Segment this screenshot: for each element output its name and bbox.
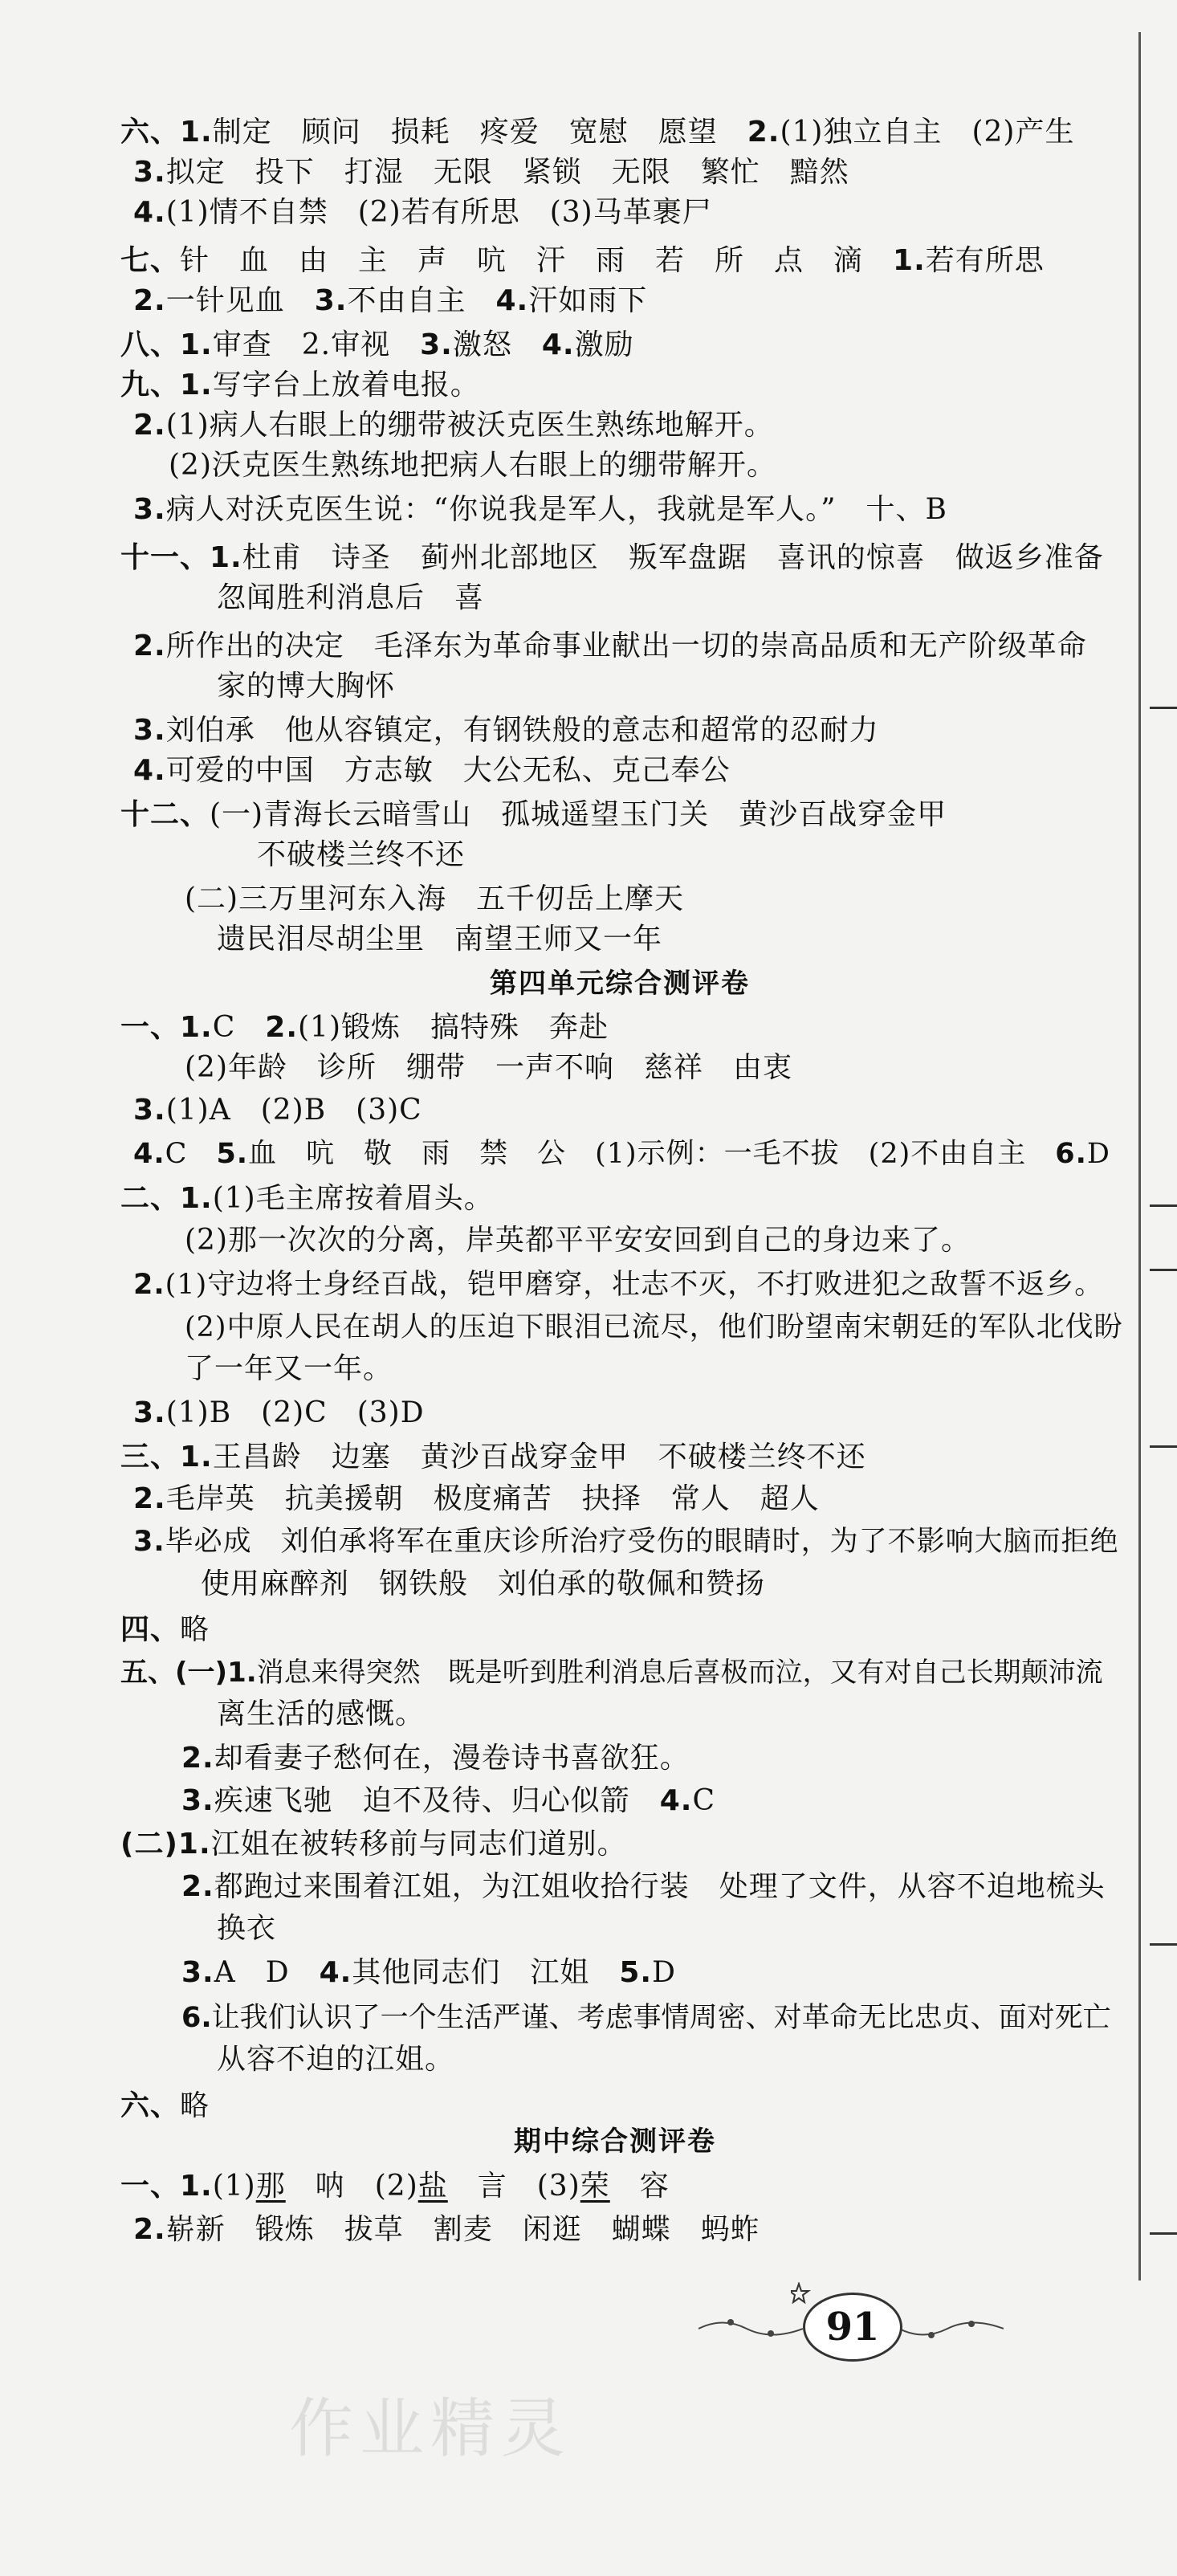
answer-text: 可爱的中国 方志敏 大公无私、克己奉公: [165, 754, 731, 787]
answer-line: [133, 2210, 760, 2250]
item-number: 2.: [181, 1742, 214, 1775]
item-number: 4.: [133, 196, 166, 229]
answer-line: [217, 578, 484, 618]
answer-text: 所作出的决定 毛泽东为革命事业献出一切的崇高品质和无产阶级革命: [165, 630, 1087, 662]
answer-line: [185, 1349, 393, 1389]
item-number: 4.: [541, 328, 575, 361]
item-number: 3.: [133, 493, 166, 526]
answer-line: [120, 365, 480, 406]
item-number: 一、1.: [120, 2170, 213, 2203]
item-number: 2.: [747, 116, 780, 149]
answer-line: [133, 626, 1087, 666]
item-number: 二、1.: [120, 1182, 213, 1215]
answer-text: 激励: [574, 328, 634, 361]
answer-line: [120, 112, 1074, 153]
item-number: 2.: [133, 1269, 165, 1301]
vine-decoration-left: [698, 2313, 803, 2345]
answer-text: 忽闻胜利消息后 喜: [217, 581, 485, 614]
answer-line: [217, 919, 662, 960]
answer-line: [133, 1090, 422, 1131]
answer-text: 了一年又一年。: [185, 1352, 393, 1385]
item-number: 3.: [420, 328, 453, 361]
answer-line: [133, 490, 947, 530]
answer-line: [185, 1307, 1123, 1347]
answer-line: [181, 1738, 690, 1779]
item-number: 2.: [133, 630, 166, 662]
answer-line: [120, 1824, 627, 1865]
answer-text: C: [212, 1011, 266, 1044]
answer-text: 审查 2.审视: [212, 328, 421, 361]
section-title-unit4: 第四单元综合测评卷: [490, 968, 750, 1000]
answer-line: [133, 1134, 1110, 1174]
item-number: 六、1.: [120, 116, 213, 149]
answer-text: 毛岸英 抗美援朝 极度痛苦 抉择 常人 超人: [165, 1482, 820, 1515]
answer-line: [133, 1479, 820, 1519]
answer-text: 使用麻醉剂 钢铁般 刘伯承的敬佩和赞扬: [201, 1567, 766, 1600]
answer-text: 家的博大胸怀: [217, 670, 396, 703]
answer-text: (1)锻炼 搞特殊 奔赴: [298, 1011, 609, 1044]
answer-line: [133, 711, 879, 751]
underlined-char: 盐: [417, 2170, 448, 2203]
answer-text: 制定 顾问 损耗 疼爱 宽慰 愿望: [212, 116, 747, 149]
answer-text: 崭新 锻炼 拔草 割麦 闲逛 蝴蝶 蚂蚱: [165, 2213, 760, 2246]
edge-fragment: [1150, 1204, 1177, 1207]
answer-line: [120, 1008, 609, 1048]
item-number: 5.: [619, 1956, 653, 1989]
answer-text: 离生活的感慨。: [217, 1698, 426, 1730]
item-number: 四、: [120, 1613, 181, 1646]
answer-line: [120, 538, 1104, 578]
item-number: 2.: [133, 409, 166, 442]
item-number: 2.: [133, 1482, 166, 1515]
item-number: 一、1.: [120, 1011, 213, 1044]
item-number: 3.: [314, 284, 348, 317]
item-number: 3.: [181, 1784, 214, 1817]
answer-text: 容: [609, 2170, 670, 2203]
vine-decoration-right: [899, 2313, 1004, 2345]
item-number: 6.: [181, 2002, 212, 2034]
answer-text: C: [692, 1784, 716, 1817]
answer-text: 针 血 由 主 声 吭 汗 雨 若 所 点 滴: [180, 244, 894, 277]
answer-text: D: [652, 1956, 676, 1989]
answer-line: [201, 1564, 765, 1604]
answer-line: [181, 1867, 1106, 1907]
item-number: 5.: [216, 1138, 249, 1170]
answer-text: 激怒: [452, 328, 542, 361]
item-number: 1.: [893, 244, 926, 277]
answer-line: [185, 1048, 792, 1088]
answer-text: 写字台上放着电报。: [212, 369, 480, 401]
page-number: 91: [825, 2305, 880, 2350]
answer-text: (2)那一次次的分离，岸英都平平安安回到自己的身边来了。: [185, 1224, 971, 1257]
item-number: 4.: [659, 1784, 693, 1817]
answer-text: (1)B (2)C (3)D: [165, 1396, 425, 1429]
item-number: 3.: [133, 156, 166, 189]
item-number: 十二、: [120, 798, 210, 831]
answer-line: [120, 1610, 210, 1650]
item-number: 2.: [133, 284, 166, 317]
answer-text: (1)毛主席按着眉头。: [212, 1182, 494, 1215]
answer-text: 换衣: [217, 1912, 277, 1945]
answer-text: 言 (3): [447, 2170, 580, 2203]
answer-line: [217, 666, 395, 707]
answer-text: 江姐在被转移前与同志们道别。: [210, 1828, 627, 1861]
item-number: 2.: [265, 1011, 299, 1044]
answer-line: [217, 1694, 425, 1734]
item-number: 4.: [495, 284, 529, 317]
answer-line: [133, 1393, 425, 1433]
answer-text: 不破楼兰终不还: [257, 838, 466, 871]
answer-text: D: [1086, 1138, 1110, 1170]
answer-line: [133, 153, 849, 193]
answer-line: [120, 1437, 866, 1478]
item-number: 6.: [1055, 1138, 1087, 1170]
answer-line: [257, 835, 465, 875]
answer-line: [120, 2086, 210, 2126]
answer-text: 略: [180, 2089, 210, 2122]
answer-text: 一针见血: [165, 284, 315, 317]
answer-text: (1)守边将士身经百战，铠甲磨穿，壮志不灭，不打败进犯之敌誓不返乡。: [165, 1269, 1104, 1301]
answer-line: [185, 1221, 971, 1261]
answer-line: [169, 446, 776, 486]
answer-line: [120, 1653, 1103, 1693]
item-number: 3.: [133, 1094, 166, 1127]
answer-text: C: [165, 1138, 217, 1170]
answer-line: [181, 1998, 1111, 2038]
answer-text: 杜甫 诗圣 蓟州北部地区 叛军盘踞 喜讯的惊喜 做返乡准备: [242, 541, 1104, 574]
answer-line: [133, 1265, 1103, 1305]
answer-line: [181, 1953, 676, 1993]
answer-text: 刘伯承 他从容镇定，有钢铁般的意志和超常的忍耐力: [165, 714, 879, 747]
item-number: 3.: [133, 1396, 166, 1429]
answer-text: 略: [180, 1613, 210, 1646]
edge-fragment: [1150, 1943, 1177, 1946]
answer-text: 汗如雨下: [528, 284, 648, 317]
answer-text: 都跑过来围着江姐，为江姐收拾行装 处理了文件，从容不迫地梳头: [214, 1870, 1106, 1903]
answer-text: 却看妻子愁何在，漫卷诗书喜欲狂。: [214, 1742, 690, 1775]
answer-text: 呐 (2): [285, 2170, 418, 2203]
answer-text: (2)年龄 诊所 绷带 一声不响 慈祥 由衷: [185, 1051, 792, 1084]
answer-text: (2)中原人民在胡人的压迫下眼泪已流尽，他们盼望南宋朝廷的军队北伐盼: [185, 1311, 1123, 1343]
answer-line: [120, 241, 1045, 281]
answer-line: [133, 1522, 1119, 1562]
answer-text: (2)沃克医生熟练地把病人右眼上的绷带解开。: [169, 449, 776, 482]
answer-line: [120, 1179, 494, 1219]
answer-line: [120, 795, 947, 835]
answer-line: [120, 325, 634, 365]
answer-text: 不由自主: [347, 284, 496, 317]
item-number: 2.: [133, 2213, 166, 2246]
edge-fragment: [1150, 707, 1177, 709]
answer-text: 消息来得突然 既是听到胜利消息后喜极而泣，又有对自己长期颠沛流: [256, 1657, 1103, 1689]
answer-text: 血 吭 敬 雨 禁 公 (1)示例：一毛不拔 (2)不由自主: [248, 1138, 1056, 1170]
item-number: 3.: [133, 714, 166, 747]
answer-line: [217, 2040, 454, 2080]
answer-text: 遗民泪尽胡尘里 南望王师又一年: [217, 923, 663, 956]
answer-text: (1)独立自主 (2)产生: [780, 116, 1075, 149]
answer-text: (1)情不自禁 (2)若有所思 (3)马革裹尸: [165, 196, 712, 229]
edge-fragment: [1150, 2232, 1177, 2235]
answer-line: [120, 2166, 670, 2207]
answer-line: [185, 879, 684, 919]
answer-text: 其他同志们 江姐: [352, 1956, 620, 1989]
answer-line: [133, 406, 774, 446]
edge-fragment: [1150, 1269, 1177, 1271]
answer-text: 从容不迫的江姐。: [217, 2043, 455, 2076]
edge-fragment: [1150, 1445, 1177, 1448]
answer-text: A D: [214, 1956, 320, 1989]
answer-line: [217, 1909, 276, 1949]
answer-line: [133, 281, 647, 321]
answer-text: (1)病人右眼上的绷带被沃克医生熟练地解开。: [165, 409, 774, 442]
answer-line: [133, 751, 731, 791]
answer-line: [133, 193, 712, 233]
item-number: 九、1.: [120, 369, 213, 401]
answer-text: 毕必成 刘伯承将军在重庆诊所治疗受伤的眼睛时，为了不影响大脑而拒绝: [165, 1526, 1119, 1558]
answer-text: 若有所思: [925, 244, 1045, 277]
answer-text: 王昌龄 边塞 黄沙百战穿金甲 不破楼兰终不还: [212, 1441, 866, 1473]
item-number: 4.: [133, 1138, 165, 1170]
item-number: 4.: [133, 754, 166, 787]
section-title-midterm: 期中综合测评卷: [514, 2126, 716, 2158]
answer-text: (1): [212, 2170, 256, 2203]
page-number-badge: [803, 2293, 902, 2362]
item-number: (二)1.: [120, 1828, 211, 1861]
item-number: 三、1.: [120, 1441, 213, 1473]
watermark: 作业精灵: [289, 2391, 572, 2466]
item-number: 六、: [120, 2089, 181, 2122]
answer-line: [181, 1781, 715, 1821]
answer-text: (1)A (2)B (3)C: [165, 1094, 422, 1127]
answer-text: 病人对沃克医生说：“你说我是军人，我就是军人。” 十、B: [165, 493, 947, 526]
answer-text: (二)三万里河东入海 五千仞岳上摩天: [185, 882, 685, 915]
item-number: 十一、1.: [120, 541, 242, 574]
answer-text: 拟定 投下 打湿 无限 紧锁 无限 繁忙 黯然: [165, 156, 849, 189]
item-number: 五、(一)1.: [120, 1657, 257, 1689]
answer-text: (一)青海长云暗雪山 孤城遥望玉门关 黄沙百战穿金甲: [210, 798, 947, 831]
item-number: 七、: [120, 244, 181, 277]
item-number: 3.: [133, 1526, 165, 1558]
item-number: 八、1.: [120, 328, 213, 361]
column-divider: [1138, 32, 1141, 2280]
underlined-char: 荣: [580, 2170, 610, 2203]
item-number: 4.: [319, 1956, 352, 1989]
item-number: 2.: [181, 1870, 214, 1903]
item-number: 3.: [181, 1956, 214, 1989]
answer-text: 让我们认识了一个生活严谨、考虑事情周密、对革命无比忠贞、面对死亡: [211, 2002, 1111, 2034]
answer-text: 疾速飞驰 迫不及待、归心似箭: [214, 1784, 660, 1817]
underlined-char: 那: [255, 2170, 286, 2203]
